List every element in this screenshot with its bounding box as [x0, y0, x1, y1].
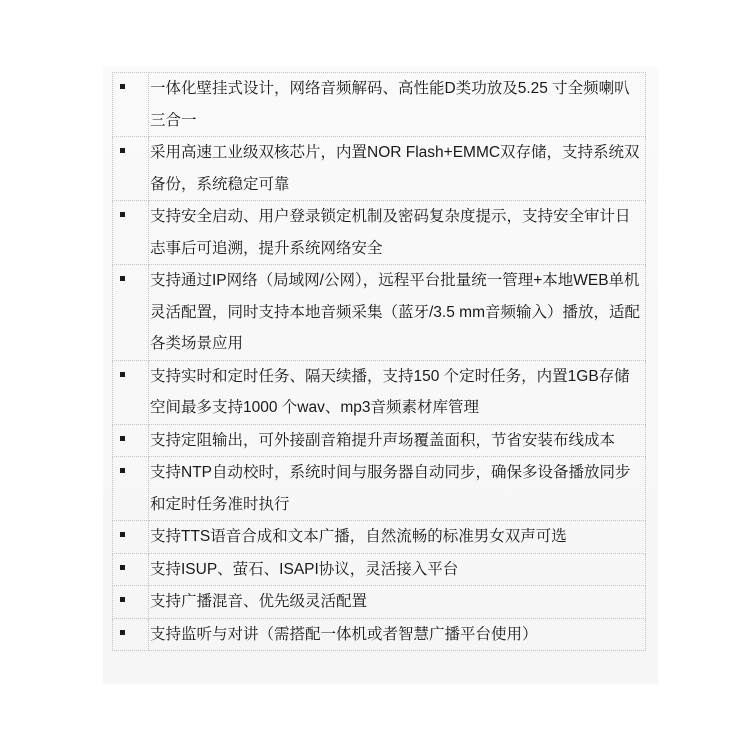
feature-text: 支持定阻输出，可外接副音箱提升声场覆盖面积，节省安装布线成本: [149, 424, 646, 457]
table-row: [113, 618, 646, 651]
square-bullet-icon: [120, 84, 125, 89]
bullet-cell: [113, 201, 149, 265]
square-bullet-icon: [120, 212, 125, 217]
bullet-cell: [113, 265, 149, 361]
square-bullet-icon: [120, 276, 125, 281]
square-bullet-icon: [120, 597, 125, 602]
bullet-cell: [113, 521, 149, 554]
table-row: [113, 360, 646, 424]
feature-text: 支持NTP自动校时，系统时间与服务器自动同步，确保多设备播放同步和定时任务准时执行: [149, 457, 646, 521]
table-row: [113, 73, 646, 137]
feature-text: 支持通过IP网络（局域网/公网），远程平台批量统一管理+本地WEB单机灵活配置，同时支持本地音频采集（蓝牙/3.5 mm音频输入）播放，适配各类场景应用: [149, 265, 646, 361]
square-bullet-icon: [120, 148, 125, 153]
feature-text: 支持监听与对讲（需搭配一体机或者智慧广播平台使用）: [149, 618, 646, 651]
table-row: [113, 457, 646, 521]
table-row: [113, 553, 646, 586]
feature-text: 支持TTS语音合成和文本广播，自然流畅的标准男女双声可选: [149, 521, 646, 554]
square-bullet-icon: [120, 630, 125, 635]
bullet-cell: [113, 360, 149, 424]
square-bullet-icon: [120, 532, 125, 537]
feature-text: 一体化壁挂式设计，网络音频解码、高性能D类功放及5.25 寸全频喇叭三合一: [149, 73, 646, 137]
feature-text: 支持ISUP、萤石、ISAPI协议，灵活接入平台: [149, 553, 646, 586]
bullet-cell: [113, 457, 149, 521]
table-row: [113, 586, 646, 619]
bullet-cell: [113, 618, 149, 651]
square-bullet-icon: [120, 468, 125, 473]
feature-table: [112, 72, 646, 651]
square-bullet-icon: [120, 372, 125, 377]
table-row: [113, 521, 646, 554]
table-row: [113, 265, 646, 361]
bullet-cell: [113, 424, 149, 457]
table-row: [113, 424, 646, 457]
bullet-cell: [113, 137, 149, 201]
bullet-cell: [113, 553, 149, 586]
square-bullet-icon: [120, 565, 125, 570]
bullet-cell: [113, 586, 149, 619]
table-row: [113, 201, 646, 265]
feature-text: 支持安全启动、用户登录锁定机制及密码复杂度提示，支持安全审计日志事后可追溯，提升系统网络安全: [149, 201, 646, 265]
square-bullet-icon: [120, 436, 125, 441]
feature-text: 采用高速工业级双核芯片，内置NOR Flash+EMMC双存储，支持系统双备份，系统稳定可靠: [149, 137, 646, 201]
bullet-cell: [113, 73, 149, 137]
feature-text: 支持广播混音、优先级灵活配置: [149, 586, 646, 619]
table-row: [113, 137, 646, 201]
feature-text: 支持实时和定时任务、隔天续播，支持150 个定时任务，内置1GB存储空间最多支持1000 个wav、mp3音频素材库管理: [149, 360, 646, 424]
